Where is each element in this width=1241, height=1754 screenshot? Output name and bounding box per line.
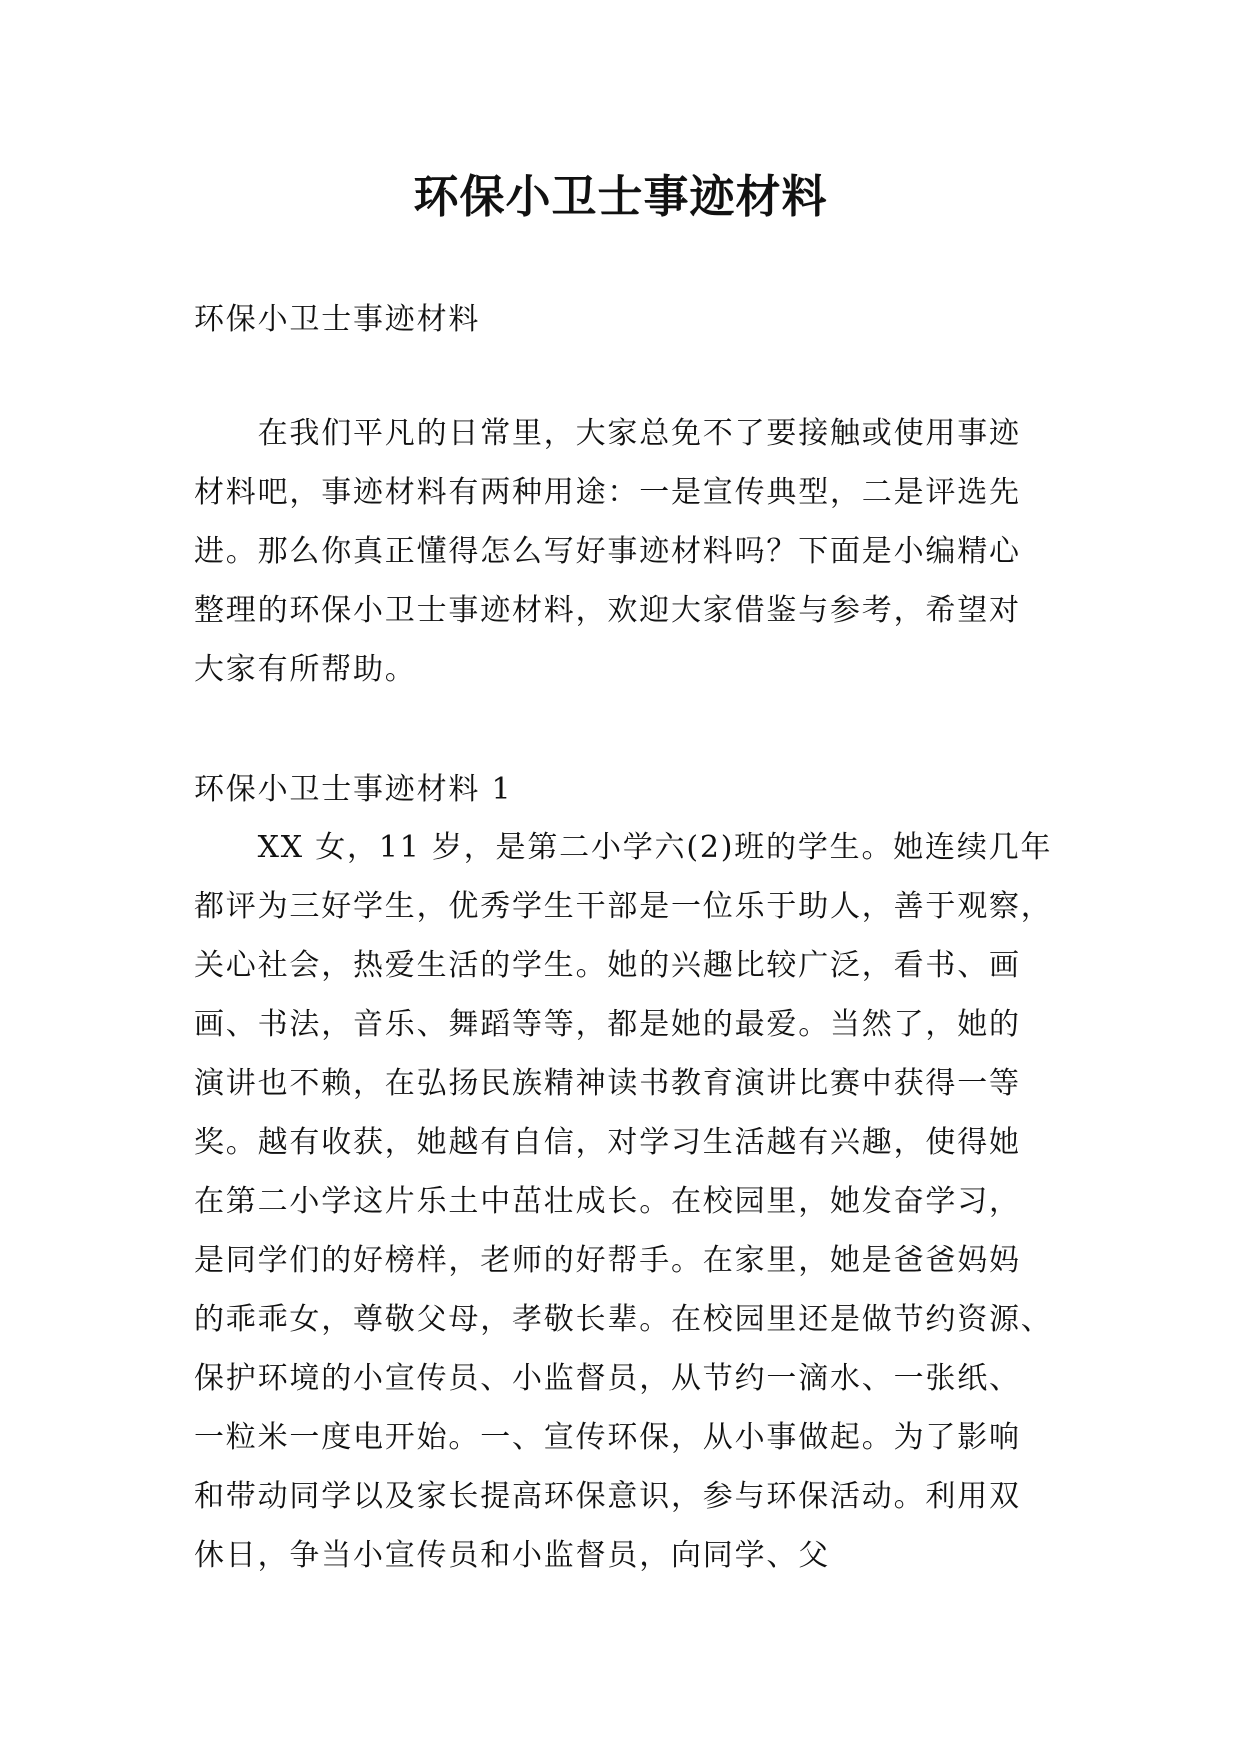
body-line: 都评为三好学生，优秀学生干部是一位乐于助人，善于观察，: [194, 889, 1053, 924]
intro-line: 大家有所帮助。: [194, 652, 417, 687]
subtitle: 环保小卫士事迹材料: [194, 302, 481, 337]
body-line: 休日，争当小宣传员和小监督员，向同学、父: [194, 1538, 830, 1573]
body-line: 在第二小学这片乐土中茁壮成长。在校园里，她发奋学习，: [194, 1184, 1021, 1219]
body-line: 奖。越有收获，她越有自信，对学习生活越有兴趣，使得她: [194, 1125, 1021, 1160]
intro-line: 整理的环保小卫士事迹材料，欢迎大家借鉴与参考，希望对: [194, 593, 1021, 628]
body-line: 是同学们的好榜样，老师的好帮手。在家里，她是爸爸妈妈: [194, 1243, 1021, 1278]
intro-line: 在我们平凡的日常里，大家总免不了要接触或使用事迹: [194, 416, 1021, 451]
body-line: 一粒米一度电开始。一、宣传环保，从小事做起。为了影响: [194, 1420, 1021, 1455]
document-title: 环保小卫士事迹材料: [413, 170, 828, 223]
intro-line: 材料吧，事迹材料有两种用途：一是宣传典型，二是评选先: [194, 475, 1021, 510]
body-line: XX 女，11 岁，是第二小学六(2)班的学生。她连续几年: [194, 830, 1053, 865]
body-line: 画、书法，音乐、舞蹈等等，都是她的最爱。当然了，她的: [194, 1007, 1021, 1042]
body-line: 的乖乖女，尊敬父母，孝敬长辈。在校园里还是做节约资源、: [194, 1302, 1053, 1337]
body-line: 关心社会，热爱生活的学生。她的兴趣比较广泛，看书、画: [194, 948, 1021, 983]
body-line: 保护环境的小宣传员、小监督员，从节约一滴水、一张纸、: [194, 1361, 1021, 1396]
body-line: 演讲也不赖，在弘扬民族精神读书教育演讲比赛中获得一等: [194, 1066, 1021, 1101]
intro-line: 进。那么你真正懂得怎么写好事迹材料吗？下面是小编精心: [194, 534, 1021, 569]
body-line: 和带动同学以及家长提高环保意识，参与环保活动。利用双: [194, 1479, 1021, 1514]
section-heading: 环保小卫士事迹材料 1: [194, 772, 513, 807]
